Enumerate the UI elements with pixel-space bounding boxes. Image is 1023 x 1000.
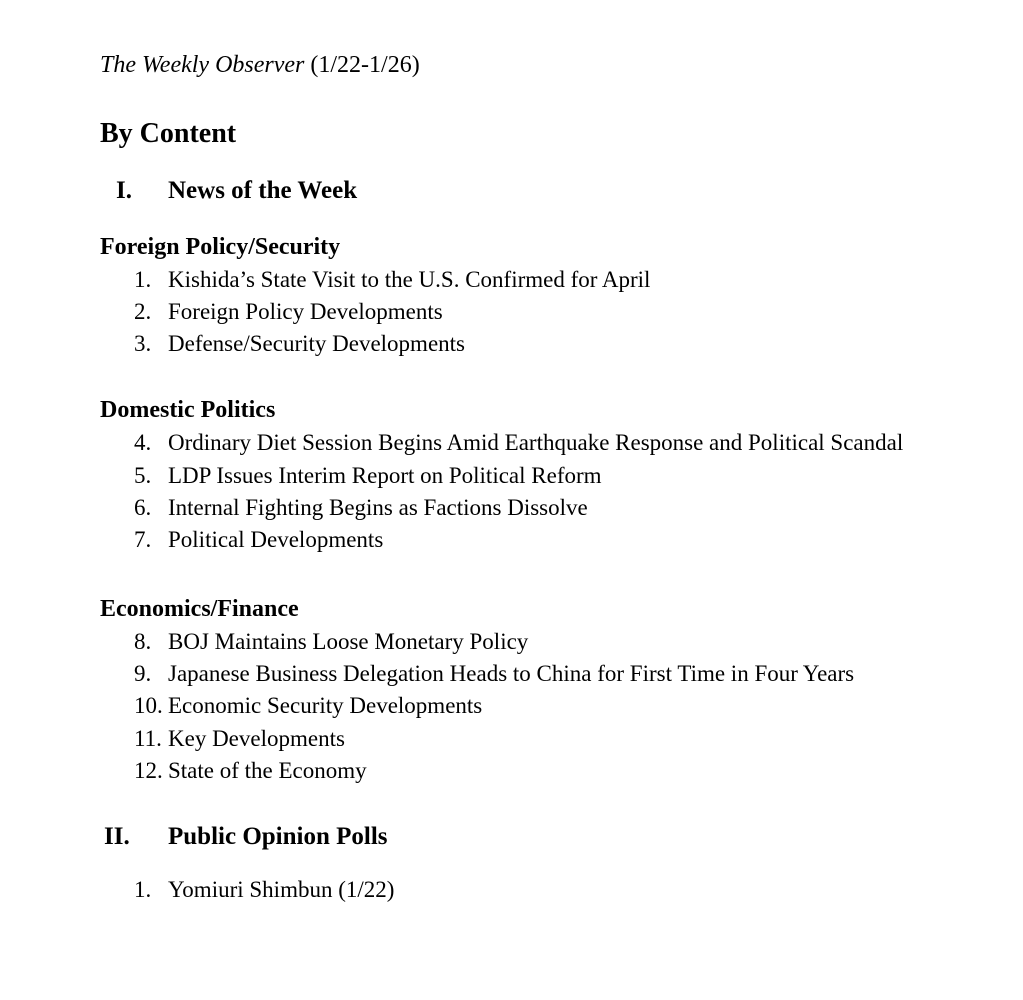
item-text: Foreign Policy Developments bbox=[168, 299, 443, 324]
item-text: LDP Issues Interim Report on Political Reform bbox=[168, 463, 602, 488]
item-number: 10. bbox=[134, 693, 163, 718]
item-text: Japanese Business Delegation Heads to China for First Time in Four Years bbox=[168, 661, 855, 686]
item-number: 3. bbox=[134, 331, 152, 356]
item-number: 4. bbox=[134, 430, 152, 455]
item-number: 2. bbox=[134, 299, 152, 324]
item-number: 12. bbox=[134, 758, 163, 783]
item-number: 7. bbox=[134, 527, 152, 552]
item-text: Political Developments bbox=[168, 527, 384, 552]
item-number: 1. bbox=[134, 267, 152, 292]
item-text: Ordinary Diet Session Begins Amid Earthquake Response and Political Scandal bbox=[168, 430, 904, 455]
section-heading-news-of-the-week bbox=[100, 175, 500, 207]
item-number: 6. bbox=[134, 495, 152, 520]
category-heading-domestic-politics: Domestic Politics bbox=[100, 397, 276, 423]
item-text: Key Developments bbox=[168, 726, 345, 751]
section-title: Public Opinion Polls bbox=[168, 823, 388, 850]
by-content-heading: By Content bbox=[100, 118, 237, 149]
section-numeral: I. bbox=[116, 177, 132, 204]
item-text: BOJ Maintains Loose Monetary Policy bbox=[168, 629, 529, 654]
date-range: (1/22-1/26) bbox=[310, 52, 420, 78]
publication-title: The Weekly Observer bbox=[100, 52, 305, 78]
item-text: Economic Security Developments bbox=[168, 693, 483, 718]
item-number: 5. bbox=[134, 463, 152, 488]
section-numeral: II. bbox=[104, 823, 130, 850]
document-header bbox=[100, 49, 420, 81]
item-number: 8. bbox=[134, 629, 152, 654]
item-number: 1. bbox=[134, 877, 152, 902]
item-text: Yomiuri Shimbun (1/22) bbox=[168, 877, 395, 902]
item-text: State of the Economy bbox=[168, 758, 367, 783]
section-heading-public-opinion-polls bbox=[100, 821, 500, 853]
item-text: Defense/Security Developments bbox=[168, 331, 465, 356]
item-text: Internal Fighting Begins as Factions Dissolve bbox=[168, 495, 588, 520]
section-title: News of the Week bbox=[168, 177, 358, 204]
item-text: Kishida’s State Visit to the U.S. Confirmed for April bbox=[168, 267, 651, 292]
item-number: 11. bbox=[134, 726, 162, 751]
item-number: 9. bbox=[134, 661, 152, 686]
category-heading-economics-finance: Economics/Finance bbox=[100, 596, 299, 622]
category-heading-foreign-policy: Foreign Policy/Security bbox=[100, 234, 341, 260]
